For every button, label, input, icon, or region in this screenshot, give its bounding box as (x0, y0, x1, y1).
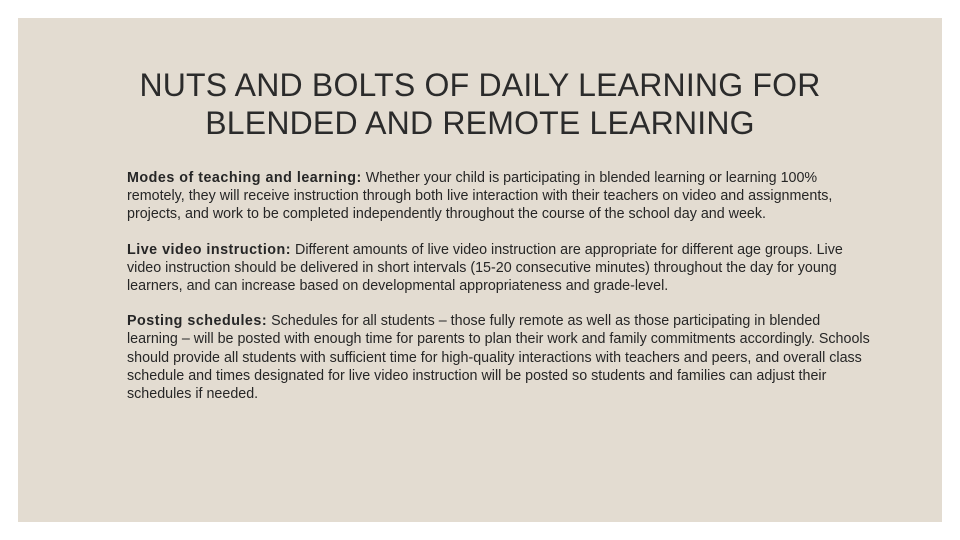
paragraph-live-video-instruction (127, 241, 875, 296)
slide-body (127, 169, 875, 420)
paragraph-lead: Modes of teaching and learning: (127, 170, 362, 186)
paragraph-lead: Live video instruction: (127, 241, 292, 258)
paragraph-modes-of-teaching (127, 169, 875, 224)
paragraph-posting-schedules (127, 312, 875, 403)
paragraph-text: Schedules for all students – those fully remote as well as those participating in blended learning – will be posted with enough time for parents to plan their work and family commitments accordingly. Schools should provide all students with sufficient time for high-quality interactions with teachers and peers, and overall class schedule and times designated for live video instruction will be posted so students and families can adjust their schedules if needed. (127, 313, 870, 403)
paragraph-text: Different amounts of live video instruction are appropriate for different age groups. Live video instruction should be delivered in short intervals (15-20 consecutive minutes) throughout the day for young learners, and can increase based on developmental appropriateness and grade-level. (127, 241, 843, 295)
title-line-1: NUTS AND BOLTS OF DAILY LEARNING FOR (139, 67, 821, 103)
slide (18, 18, 942, 522)
title-line-2: BLENDED AND REMOTE LEARNING (205, 105, 755, 141)
slide-title (18, 66, 942, 142)
paragraph-text: Whether your child is participating in blended learning or learning 100% remotely, they will receive instruction through both live interaction with their teachers on video and assignments, projects, and work to be completed independently throughout the course of the school day and week. (127, 170, 833, 223)
paragraph-lead: Posting schedules: (127, 313, 268, 330)
